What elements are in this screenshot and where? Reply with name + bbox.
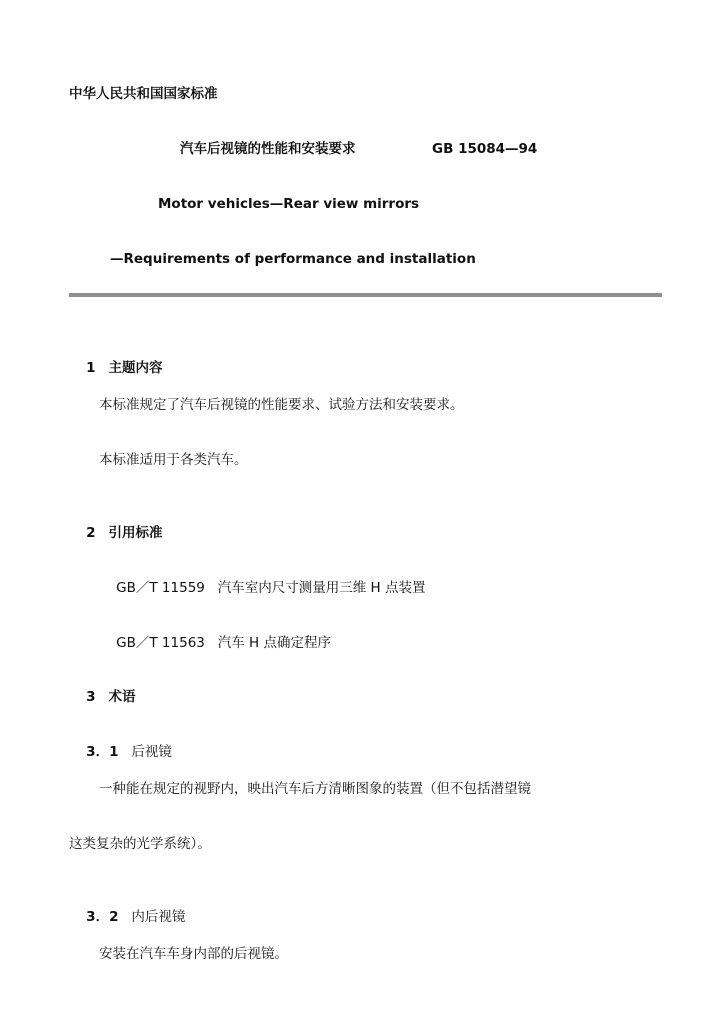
section-number: 2: [86, 525, 96, 541]
standard-code: GB 15084—94: [432, 141, 538, 157]
subsection-title: 内后视镜: [131, 909, 186, 925]
section-1-heading: [69, 341, 162, 395]
subsection-3-2-definition: 安装在汽车车身内部的后视镜。: [99, 946, 288, 962]
section-1-paragraph-2: 本标准适用于各类汽车。: [99, 452, 248, 468]
subsection-title: 后视镜: [131, 744, 172, 760]
section-title: 引用标准: [108, 525, 163, 541]
reference-title: 汽车室内尺寸测量用三维 H 点装置: [217, 580, 426, 596]
reference-code: GB／T 11563: [116, 635, 205, 651]
reference-title: 汽车 H 点确定程序: [217, 635, 331, 651]
reference-item: [99, 561, 426, 615]
subsection-3-1-definition-line1: 一种能在规定的视野内，映出汽车后方清晰图象的装置（但不包括潜望镜: [99, 781, 531, 797]
section-number: 1: [86, 360, 96, 376]
reference-item: [99, 616, 331, 670]
section-title: 术语: [108, 689, 136, 705]
section-title: 主题内容: [108, 360, 163, 376]
document-title-english-line2: —Requirements of performance and installation: [110, 251, 476, 267]
subsection-3-1-heading: [69, 725, 172, 779]
header-divider: [69, 293, 662, 297]
subsection-3-2-heading: [69, 890, 185, 944]
subsection-number: 3．2: [86, 909, 119, 925]
section-2-heading: [69, 506, 162, 560]
reference-code: GB／T 11559: [116, 580, 205, 596]
document-title-english-line1: Motor vehicles—Rear view mirrors: [158, 196, 420, 212]
subsection-3-1-definition-line2: 这类复杂的光学系统）。: [69, 836, 211, 852]
subsection-number: 3．1: [86, 744, 119, 760]
section-number: 3: [86, 689, 96, 705]
section-1-paragraph-1: 本标准规定了汽车后视镜的性能要求、试验方法和安装要求。: [99, 397, 464, 413]
document-title-chinese: 汽车后视镜的性能和安装要求: [180, 141, 356, 157]
section-3-heading: [69, 670, 135, 724]
standard-organization: 中华人民共和国国家标准: [69, 86, 218, 102]
